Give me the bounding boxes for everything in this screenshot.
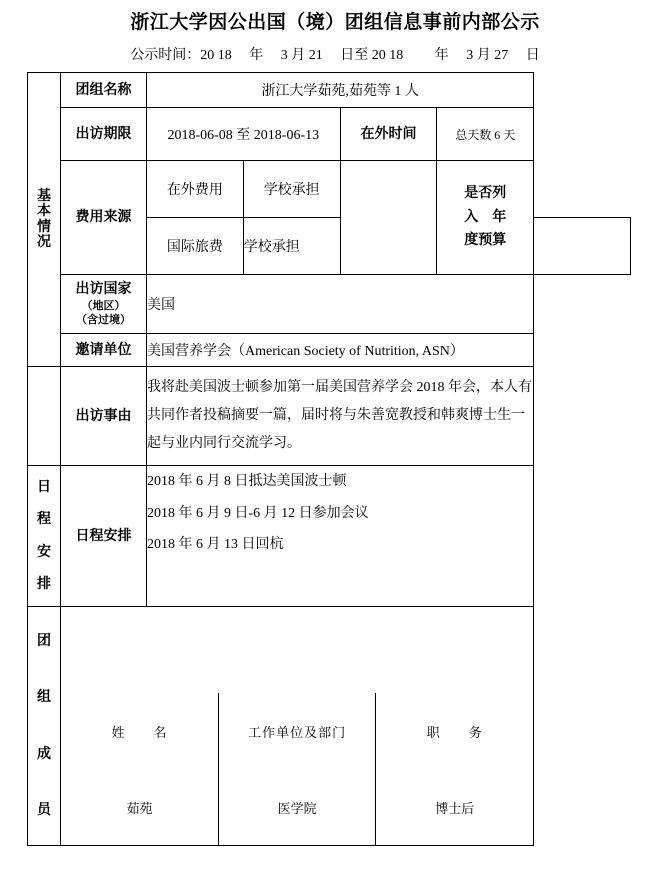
country-label-main: 出访国家 — [75, 280, 132, 297]
funding-source-1: 学校承担 — [243, 161, 340, 218]
member-name: 茹苑 — [61, 769, 218, 845]
country-label-sub-2: （含过境） — [76, 313, 131, 327]
table-row-group-name — [28, 73, 631, 108]
section-label-members-char-3: 成 — [37, 745, 51, 762]
funding-type-2: 国际旅费 — [147, 218, 244, 275]
value-reason: 我将赴美国波士顿参加第一届美国营养学会 2018 年会，本人有共同作者投稿摘要一篇，届时将与朱善宽教授和韩爽博士生一起与业内同行交流学习。 — [147, 367, 534, 466]
section-label-basic-tail — [28, 367, 61, 466]
members-col-name: 姓 名 — [61, 693, 218, 769]
value-budget — [534, 218, 631, 275]
schedule-item-1: 2018 年 6 月 8 日抵达美国波士顿 — [147, 474, 347, 489]
section-label-schedule-char-2: 程 — [37, 511, 51, 528]
section-label-members-char-1: 团 — [37, 632, 51, 649]
section-label-schedule — [28, 466, 61, 607]
section-label-members-char-2: 组 — [37, 689, 51, 706]
value-abroad-time: 总天数 6 天 — [437, 108, 534, 161]
value-country: 美国 — [147, 275, 534, 334]
section-label-schedule-char-4: 排 — [37, 576, 51, 593]
table-row-invite — [28, 334, 631, 367]
members-col-title: 职 务 — [426, 724, 483, 740]
funding-type-1: 在外费用 — [147, 161, 244, 218]
section-label-basic-char-4: 况 — [37, 233, 51, 250]
section-label-basic-char-2: 本 — [37, 203, 51, 220]
section-label-basic-char-1: 基 — [37, 187, 51, 204]
table-row-schedule — [28, 466, 631, 607]
section-label-basic — [28, 73, 61, 367]
row-label-invite: 邀请单位 — [61, 334, 147, 367]
table-row — [61, 769, 533, 845]
funding-source-2: 学校承担 — [243, 218, 340, 275]
section-label-members — [28, 607, 61, 846]
country-label-sub-1: （地区） — [81, 298, 126, 312]
table-row-country — [28, 275, 631, 334]
row-label-group-name: 团组名称 — [61, 73, 147, 108]
members-col-unit: 工作单位及部门 — [218, 693, 375, 769]
member-title: 博士后 — [435, 800, 475, 816]
schedule-item-2: 2018 年 6 月 9 日-6 月 12 日参加会议 — [147, 505, 369, 521]
table-row-funding-1 — [28, 161, 631, 218]
schedule-item-3: 2018 年 6 月 13 日回杭 — [147, 537, 284, 552]
section-label-basic-char-3: 情 — [37, 218, 51, 235]
main-info-table — [27, 72, 631, 846]
value-group-name: 浙江大学茹苑,茹苑等 1 人 — [147, 73, 534, 108]
row-label-funding: 费用来源 — [61, 161, 147, 275]
row-label-visit-period: 出访期限 — [61, 108, 147, 161]
member-unit: 医学院 — [218, 769, 375, 845]
budget-label-line-1: 是否列 — [464, 184, 507, 201]
row-label-schedule: 日程安排 — [61, 466, 147, 607]
section-label-members-char-4: 员 — [37, 802, 51, 819]
budget-label-line-3: 度预算 — [464, 232, 507, 249]
table-row-reason — [28, 367, 631, 466]
section-label-schedule-char-3: 安 — [37, 543, 51, 560]
budget-label-line-2: 入 年 — [464, 208, 507, 225]
row-label-country — [61, 275, 147, 334]
members-table-container — [61, 607, 534, 846]
table-row-members — [28, 607, 631, 846]
value-visit-period: 2018-06-08 至 2018-06-13 — [147, 108, 341, 161]
page-title: 浙江大学因公出国（境）团组信息事前内部公示 — [130, 11, 540, 33]
section-label-schedule-char-1: 日 — [37, 478, 51, 495]
row-label-budget — [437, 161, 534, 275]
members-top-spacer — [61, 607, 533, 693]
publicity-period: 公示时间：20 18 年 3 月 21 日至 20 18 年 3 月 27 日 — [130, 48, 540, 63]
value-schedule — [147, 466, 534, 607]
members-header-row — [61, 693, 533, 769]
row-label-reason: 出访事由 — [61, 367, 147, 466]
value-invite: 美国营养学会（American Society of Nutrition, ASN） — [147, 334, 534, 367]
table-row-visit-period — [28, 108, 631, 161]
funding-extra-column — [340, 161, 437, 275]
row-label-abroad-time: 在外时间 — [340, 108, 437, 161]
members-table — [61, 607, 533, 845]
